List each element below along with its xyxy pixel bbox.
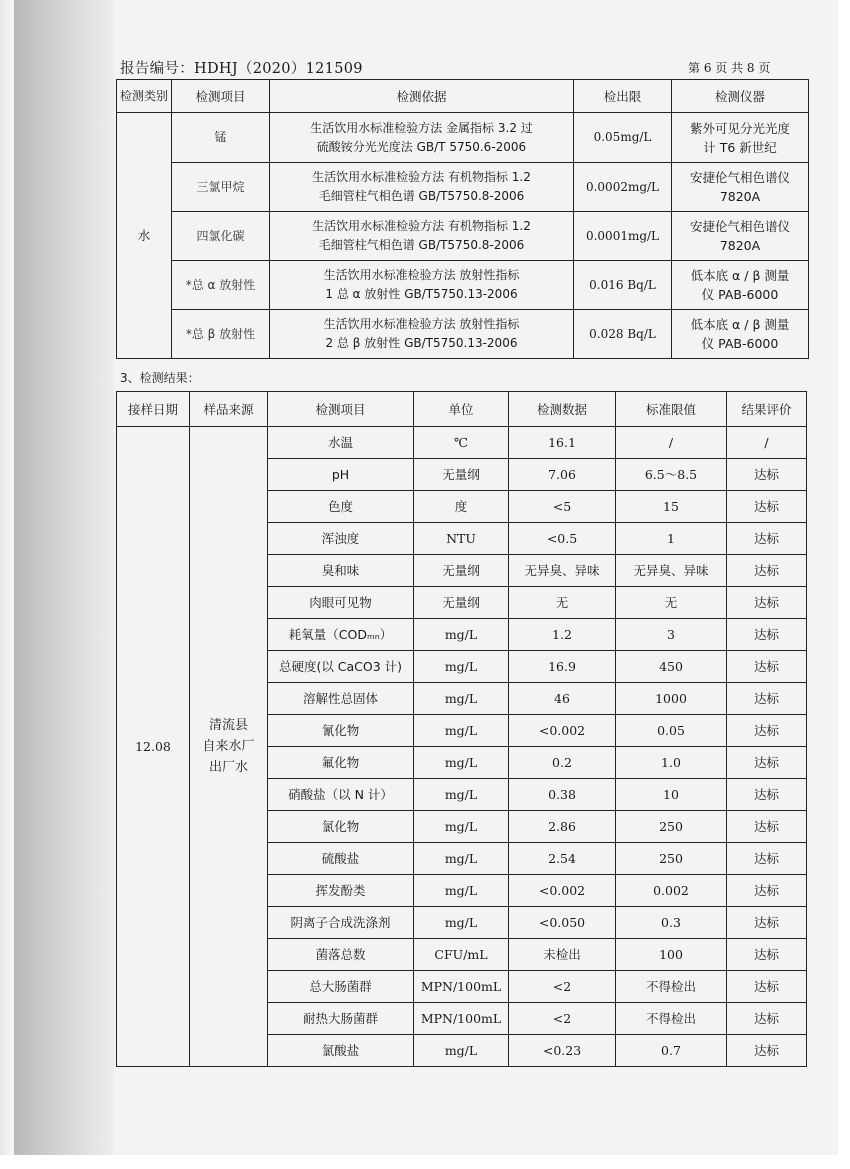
result-eval: 达标 <box>727 843 807 875</box>
methods-instrument-line: 紫外可见分光光度 <box>689 120 790 136</box>
result-unit: 无量纲 <box>414 555 509 587</box>
results-header-row <box>117 392 807 427</box>
methods-row <box>117 261 809 310</box>
report-number: 报告编号：HDHJ（2020）121509 <box>120 61 363 77</box>
methods-instrument-line: 7820A <box>719 238 761 253</box>
methods-header-item: 检测项目 <box>172 80 270 113</box>
methods-instrument-line: 安捷伦气相色谱仪 <box>689 170 790 185</box>
methods-basis-line: 生活饮用水标准检验方法 有机物指标 1.2 <box>312 219 531 233</box>
methods-basis-line: 生活饮用水标准检验方法 金属指标 3.2 过 <box>310 120 533 135</box>
methods-item: 四氯化碳 <box>172 212 270 261</box>
methods-limit: 0.016 Bq/L <box>574 261 672 310</box>
methods-basis-line: 生活饮用水标准检验方法 放射性指标 <box>323 317 520 331</box>
result-limit: 0.05 <box>616 715 727 747</box>
methods-header-category: 检测类别 <box>117 80 172 113</box>
page-indicator: 第 6 页 共 8 页 <box>688 61 771 75</box>
methods-row <box>117 113 809 163</box>
result-limit: 100 <box>616 939 727 971</box>
result-limit: 0.002 <box>616 875 727 907</box>
result-unit: 无量纲 <box>414 587 509 619</box>
result-item: 硫酸盐 <box>268 843 414 875</box>
result-item: 耐热大肠菌群 <box>268 1003 414 1035</box>
methods-basis <box>270 212 574 261</box>
result-data: <2 <box>509 971 616 1003</box>
methods-basis <box>270 310 574 359</box>
methods-table <box>116 79 809 359</box>
result-eval: 达标 <box>727 651 807 683</box>
result-item: 臭和味 <box>268 555 414 587</box>
methods-instrument <box>672 310 809 359</box>
result-data: 无 <box>509 587 616 619</box>
result-eval: 达标 <box>727 1035 807 1067</box>
result-item: 水温 <box>268 427 414 459</box>
methods-basis-line: 2 总 β 放射性 GB/T5750.13-2006 <box>325 336 518 350</box>
result-eval: 达标 <box>727 939 807 971</box>
result-data: 16.9 <box>509 651 616 683</box>
result-eval: 达标 <box>727 683 807 715</box>
result-limit: 15 <box>616 491 727 523</box>
methods-instrument <box>672 163 809 212</box>
result-unit: mg/L <box>414 1035 509 1067</box>
result-unit: mg/L <box>414 619 509 651</box>
result-unit: mg/L <box>414 875 509 907</box>
methods-limit: 0.05mg/L <box>574 113 672 163</box>
result-unit: MPN/100mL <box>414 1003 509 1035</box>
methods-item: *总 α 放射性 <box>172 261 270 310</box>
methods-instrument-line: 仪 PAB-6000 <box>701 287 779 302</box>
methods-item: *总 β 放射性 <box>172 310 270 359</box>
sample-date: 12.08 <box>117 427 190 1067</box>
results-header-eval: 结果评价 <box>727 392 807 427</box>
result-item: 总硬度(以 CaCO3 计) <box>268 651 414 683</box>
methods-basis-line: 毛细管柱气相色谱 GB/T5750.8-2006 <box>318 238 525 252</box>
result-unit: mg/L <box>414 651 509 683</box>
result-eval: 达标 <box>727 811 807 843</box>
result-eval: 达标 <box>727 491 807 523</box>
result-data: <0.23 <box>509 1035 616 1067</box>
result-data: <5 <box>509 491 616 523</box>
result-eval: 达标 <box>727 555 807 587</box>
methods-instrument <box>672 113 809 163</box>
result-data: 2.86 <box>509 811 616 843</box>
result-item: pH <box>268 459 414 491</box>
result-limit: 6.5～8.5 <box>616 459 727 491</box>
result-item: 色度 <box>268 491 414 523</box>
methods-instrument-line: 计 T6 新世纪 <box>703 139 777 155</box>
result-eval: 达标 <box>727 715 807 747</box>
results-table <box>116 391 807 1067</box>
methods-instrument-line: 7820A <box>719 189 761 204</box>
methods-basis <box>270 163 574 212</box>
result-data: <0.050 <box>509 907 616 939</box>
scan-shadow <box>14 0 114 1169</box>
result-item: 氯化物 <box>268 811 414 843</box>
results-section-title: 3、检测结果： <box>120 371 200 385</box>
result-eval: 达标 <box>727 779 807 811</box>
methods-basis <box>270 113 574 163</box>
results-header-source: 样品来源 <box>190 392 268 427</box>
methods-header-basis: 检测依据 <box>270 80 574 113</box>
result-limit: 1.0 <box>616 747 727 779</box>
methods-limit: 0.028 Bq/L <box>574 310 672 359</box>
results-header-item: 检测项目 <box>268 392 414 427</box>
result-limit: 0.3 <box>616 907 727 939</box>
methods-header-instrument: 检测仪器 <box>672 80 809 113</box>
methods-instrument-line: 低本底 α / β 测量 <box>690 268 790 283</box>
result-limit: 不得检出 <box>616 971 727 1003</box>
sample-source-line: 自来水厂 <box>202 739 255 754</box>
result-item: 耗氧量（CODₘₙ） <box>268 619 414 651</box>
methods-basis <box>270 261 574 310</box>
result-data: <0.002 <box>509 715 616 747</box>
result-limit: 无 <box>616 587 727 619</box>
result-unit: mg/L <box>414 907 509 939</box>
methods-limit: 0.0001mg/L <box>574 212 672 261</box>
result-data: <0.5 <box>509 523 616 555</box>
methods-instrument-line: 仪 PAB-6000 <box>701 336 779 351</box>
result-eval: 达标 <box>727 459 807 491</box>
page-edge-right <box>838 0 850 1169</box>
sample-source-line: 出厂水 <box>208 760 248 775</box>
result-unit: CFU/mL <box>414 939 509 971</box>
result-row <box>117 427 807 459</box>
result-limit: 0.7 <box>616 1035 727 1067</box>
methods-instrument-line: 安捷伦气相色谱仪 <box>689 219 790 234</box>
methods-instrument-line: 低本底 α / β 测量 <box>690 317 790 332</box>
result-unit: 无量纲 <box>414 459 509 491</box>
result-item: 氯酸盐 <box>268 1035 414 1067</box>
methods-row <box>117 212 809 261</box>
result-limit: 250 <box>616 843 727 875</box>
result-item: 总大肠菌群 <box>268 971 414 1003</box>
result-unit: mg/L <box>414 811 509 843</box>
result-item: 肉眼可见物 <box>268 587 414 619</box>
result-unit: mg/L <box>414 779 509 811</box>
result-limit: 1 <box>616 523 727 555</box>
result-eval: 达标 <box>727 619 807 651</box>
result-item: 溶解性总固体 <box>268 683 414 715</box>
result-eval: 达标 <box>727 875 807 907</box>
methods-item: 锰 <box>172 113 270 163</box>
result-unit: mg/L <box>414 843 509 875</box>
result-data: 未检出 <box>509 939 616 971</box>
results-header-unit: 单位 <box>414 392 509 427</box>
result-limit: 1000 <box>616 683 727 715</box>
result-item: 菌落总数 <box>268 939 414 971</box>
result-eval: 达标 <box>727 587 807 619</box>
methods-header-limit: 检出限 <box>574 80 672 113</box>
result-data: <0.002 <box>509 875 616 907</box>
methods-basis-line: 硫酸铵分光光度法 GB/T 5750.6-2006 <box>316 139 527 154</box>
page-edge-bottom <box>0 1155 850 1169</box>
sample-source-line: 清流县 <box>208 718 248 733</box>
page-edge <box>0 0 14 1169</box>
result-item: 氟化物 <box>268 747 414 779</box>
result-data: 16.1 <box>509 427 616 459</box>
methods-basis-line: 生活饮用水标准检验方法 放射性指标 <box>323 268 520 282</box>
result-unit: ℃ <box>414 427 509 459</box>
result-data: 0.38 <box>509 779 616 811</box>
result-eval: / <box>727 427 807 459</box>
result-data: 无异臭、异味 <box>509 555 616 587</box>
result-data: 7.06 <box>509 459 616 491</box>
result-limit: 250 <box>616 811 727 843</box>
result-limit: 3 <box>616 619 727 651</box>
methods-category-cell: 水 <box>117 113 172 359</box>
result-data: 0.2 <box>509 747 616 779</box>
results-header-limit: 标准限值 <box>616 392 727 427</box>
results-header-data: 检测数据 <box>509 392 616 427</box>
result-eval: 达标 <box>727 747 807 779</box>
methods-basis-line: 生活饮用水标准检验方法 有机物指标 1.2 <box>312 170 531 184</box>
result-limit: 450 <box>616 651 727 683</box>
result-eval: 达标 <box>727 1003 807 1035</box>
result-data: 2.54 <box>509 843 616 875</box>
result-limit: / <box>616 427 727 459</box>
result-unit: mg/L <box>414 747 509 779</box>
result-eval: 达标 <box>727 523 807 555</box>
results-header-date: 接样日期 <box>117 392 190 427</box>
result-item: 浑浊度 <box>268 523 414 555</box>
methods-basis-line: 毛细管柱气相色谱 GB/T5750.8-2006 <box>318 189 525 203</box>
result-item: 硝酸盐（以 N 计） <box>268 779 414 811</box>
result-unit: mg/L <box>414 683 509 715</box>
methods-header-row <box>117 80 809 113</box>
methods-limit: 0.0002mg/L <box>574 163 672 212</box>
result-item: 挥发酚类 <box>268 875 414 907</box>
result-limit: 不得检出 <box>616 1003 727 1035</box>
result-limit: 10 <box>616 779 727 811</box>
result-item: 氰化物 <box>268 715 414 747</box>
methods-basis-line: 1 总 α 放射性 GB/T5750.13-2006 <box>325 287 518 301</box>
methods-row <box>117 310 809 359</box>
result-limit: 无异臭、异味 <box>616 555 727 587</box>
methods-instrument <box>672 261 809 310</box>
result-unit: 度 <box>414 491 509 523</box>
result-data: 1.2 <box>509 619 616 651</box>
methods-item: 三氯甲烷 <box>172 163 270 212</box>
methods-row <box>117 163 809 212</box>
result-unit: mg/L <box>414 715 509 747</box>
methods-instrument <box>672 212 809 261</box>
result-eval: 达标 <box>727 907 807 939</box>
result-eval: 达标 <box>727 971 807 1003</box>
result-data: 46 <box>509 683 616 715</box>
result-item: 阴离子合成洗涤剂 <box>268 907 414 939</box>
sample-source <box>190 427 268 1067</box>
result-data: <2 <box>509 1003 616 1035</box>
result-unit: NTU <box>414 523 509 555</box>
result-unit: MPN/100mL <box>414 971 509 1003</box>
